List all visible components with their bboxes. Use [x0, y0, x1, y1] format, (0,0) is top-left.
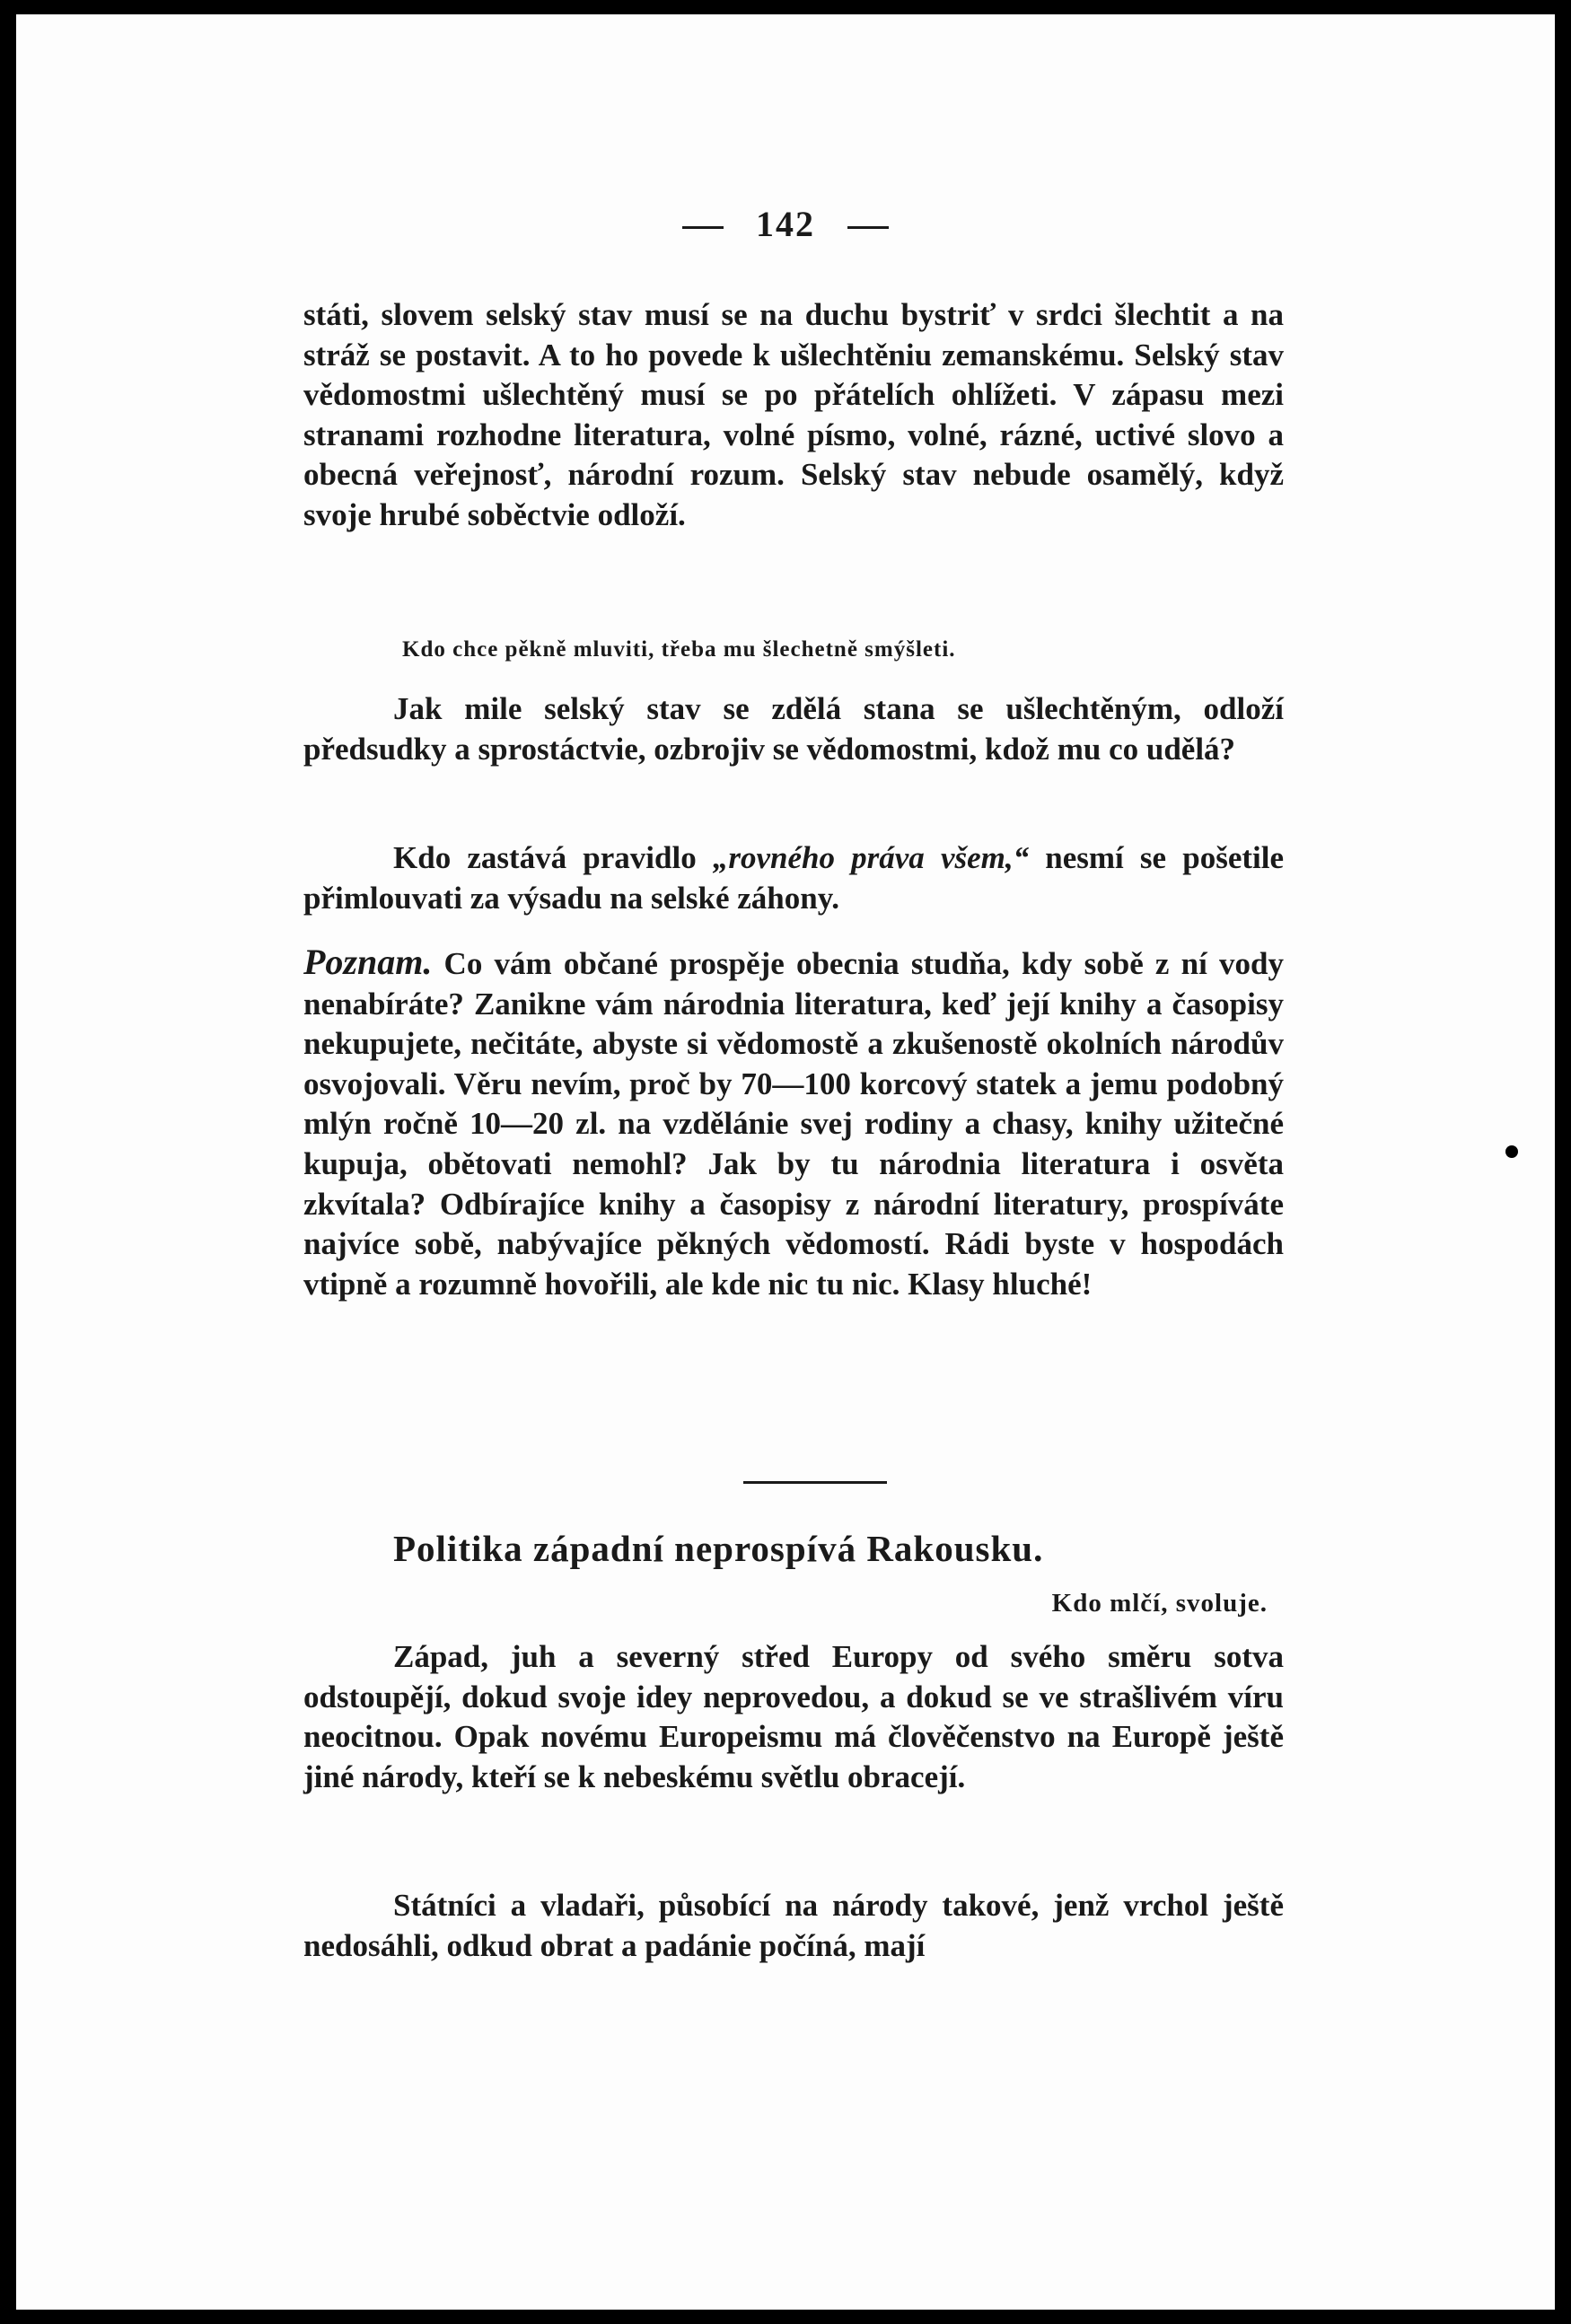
- paragraph-5: [303, 1886, 1284, 1966]
- paragraph-3-after: nesmí se pošetile přimlouvati za výsadu na selské záhony.: [303, 840, 1284, 916]
- paragraph-3-before: Kdo zastává pravidlo: [393, 840, 713, 875]
- motto-1: Kdo chce pěkně mluviti, třeba mu šlechetně smýšleti.: [402, 637, 956, 662]
- paragraph-2: [303, 689, 1284, 769]
- paragraph-1-text: státi, slovem selský stav musí se na duchu bystriť v srdci šlechtit a na stráž se postavit. A to ho povede k ušlechtěniu zemanskému. Selský stav vědomostmi ušlechtěný musí se po přátelích ohlížeti. V zápasu mezi stranami rozhodne literatura, volné písmo, volné, rázné, uctivé slovo a obecná veřejnosť, národní rozum. Selský stav nebude osamělý, když svoje hrubé soběctvie odloží.: [303, 297, 1284, 532]
- section-divider: [743, 1481, 887, 1484]
- paragraph-2-text: Jak mile selský stav se zdělá stana se ušlechtěným, odloží předsudky a sprostáctvie, ozbrojiv se vědomostmi, kdož mu co udělá?: [303, 691, 1284, 767]
- section-title: Politika západní neprospívá Rakousku.: [393, 1528, 1044, 1569]
- note: [303, 943, 1284, 1304]
- note-text: [303, 943, 1284, 1304]
- book-page: [16, 14, 1555, 2310]
- paragraph-3: [303, 838, 1284, 918]
- note-body: Co vám občané prospěje obecnia studňa, kdy sobě z ní vody nenabíráte? Zanikne vám národnia literatura, keď její knihy a časopisy nekupujete, nečitáte, abyste si vědomostě a zkušenostě okolních národův osvojovali. Věru nevím, proč by 70—100 korcový statek a jemu podobný mlýn ročně 10—20 zl. na vzdělánie svej rodiny a chasy, knihy užitečné kupuja, obětovati nemohl? Jak by tu národnia literatura i osvěta zkvítala? Odbírajíce knihy a časopisy z národní literatury, prospíváte najvíce sobě, nabývajíce pěkných vědomostí. Rádi byste v hospodách vtipně a rozumně hovořili, ale kde nic tu nic. Klasy hluché!: [303, 946, 1284, 1302]
- paragraph-4: [303, 1637, 1284, 1797]
- note-label: Poznam.: [303, 942, 433, 982]
- page-header: [16, 203, 1555, 245]
- paragraph-3-text: [303, 838, 1284, 918]
- scan-speck: [1505, 1145, 1518, 1158]
- header-dash-left: [682, 226, 724, 229]
- paragraph-3-emphasis: „rovného práva všem,“: [712, 840, 1030, 875]
- paragraph-5-text: Státníci a vladaři, působící na národy takové, jenž vrchol ještě nedosáhli, odkud obrat a padánie počíná, mají: [303, 1888, 1284, 1963]
- paragraph-1: [303, 295, 1284, 536]
- header-dash-right: [847, 226, 889, 229]
- page-number: 142: [756, 204, 815, 244]
- section-motto: Kdo mlčí, svoluje.: [1051, 1589, 1268, 1618]
- paragraph-4-text: Západ, juh a severný střed Europy od svého směru sotva odstoupějí, dokud svoje idey neprovedou, a dokud se ve strašlivém víru neocitnou. Opak novému Europeismu má člověčenstvo na Europě ještě jiné národy, kteří se k nebeskému světlu obracejí.: [303, 1639, 1284, 1794]
